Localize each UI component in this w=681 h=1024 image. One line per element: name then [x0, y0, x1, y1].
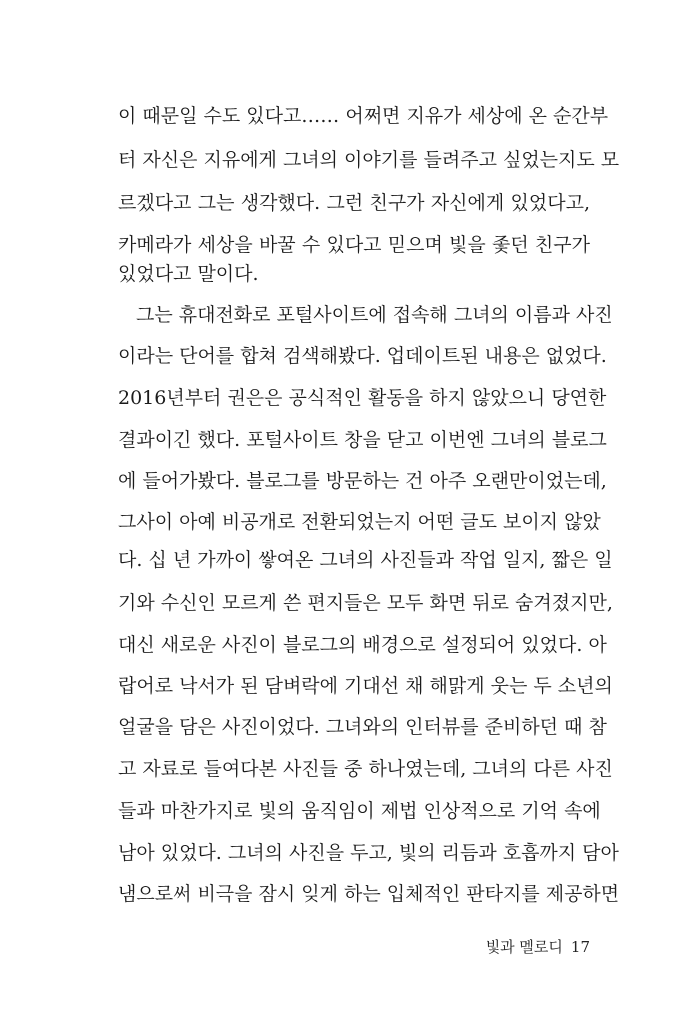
- body-line-9: 결과이긴 했다. 포털사이트 창을 닫고 이번엔 그녀의 블로그: [118, 429, 607, 451]
- body-line-6-paragraph-start: 그는 휴대전화로 포털사이트에 접속해 그녀의 이름과 사진: [136, 304, 613, 326]
- body-line-16: 얼굴을 담은 사진이었다. 그녀와의 인터뷰를 준비하던 때 참: [118, 716, 607, 738]
- body-line-14: 대신 새로운 사진이 블로그의 배경으로 설정되어 있었다. 아: [118, 634, 607, 656]
- body-line-2: 터 자신은 지유에게 그녀의 이야기를 들려주고 싶었는지도 모: [118, 149, 620, 171]
- body-line-1: 이 때문일 수도 있다고…… 어쩌면 지유가 세상에 온 순간부: [118, 105, 609, 127]
- body-line-12: 다. 십 년 가까이 쌓여온 그녀의 사진들과 작업 일지, 짧은 일: [118, 549, 613, 571]
- body-line-5: 있었다고 말이다.: [118, 263, 259, 285]
- body-line-15: 랍어로 낙서가 된 담벼락에 기대선 채 해맑게 웃는 두 소년의: [118, 675, 613, 697]
- body-line-13: 기와 수신인 모르게 쓴 편지들은 모두 화면 뒤로 숨겨졌지만,: [118, 592, 613, 614]
- body-line-10: 에 들어가봤다. 블로그를 방문하는 건 아주 오랜만이었는데,: [118, 470, 607, 492]
- body-line-20: 냄으로써 비극을 잠시 잊게 하는 입체적인 판타지를 제공하면: [118, 883, 620, 905]
- body-line-4: 카메라가 세상을 바꿀 수 있다고 믿으며 빛을 좇던 친구가: [118, 234, 590, 256]
- body-line-17: 고 자료로 들여다본 사진들 중 하나였는데, 그녀의 다른 사진: [118, 758, 613, 780]
- body-line-3: 르겠다고 그는 생각했다. 그런 친구가 자신에게 있었다고,: [118, 192, 590, 214]
- body-line-8: 2016년부터 권은은 공식적인 활동을 하지 않았으니 당연한: [118, 387, 607, 409]
- body-line-11: 그사이 아예 비공개로 전환되었는지 어떤 글도 보이지 않았: [118, 511, 601, 533]
- page-number: 17: [570, 938, 590, 956]
- page-footer: [440, 936, 590, 957]
- body-line-7: 이라는 단어를 합쳐 검색해봤다. 업데이트된 내용은 없었다.: [118, 345, 607, 367]
- running-title: 빛과 멜로디: [485, 938, 563, 956]
- body-line-19: 남아 있었다. 그녀의 사진을 두고, 빛의 리듬과 호흡까지 담아: [118, 842, 619, 864]
- body-line-18: 들과 마찬가지로 빛의 움직임이 제법 인상적으로 기억 속에: [118, 800, 601, 822]
